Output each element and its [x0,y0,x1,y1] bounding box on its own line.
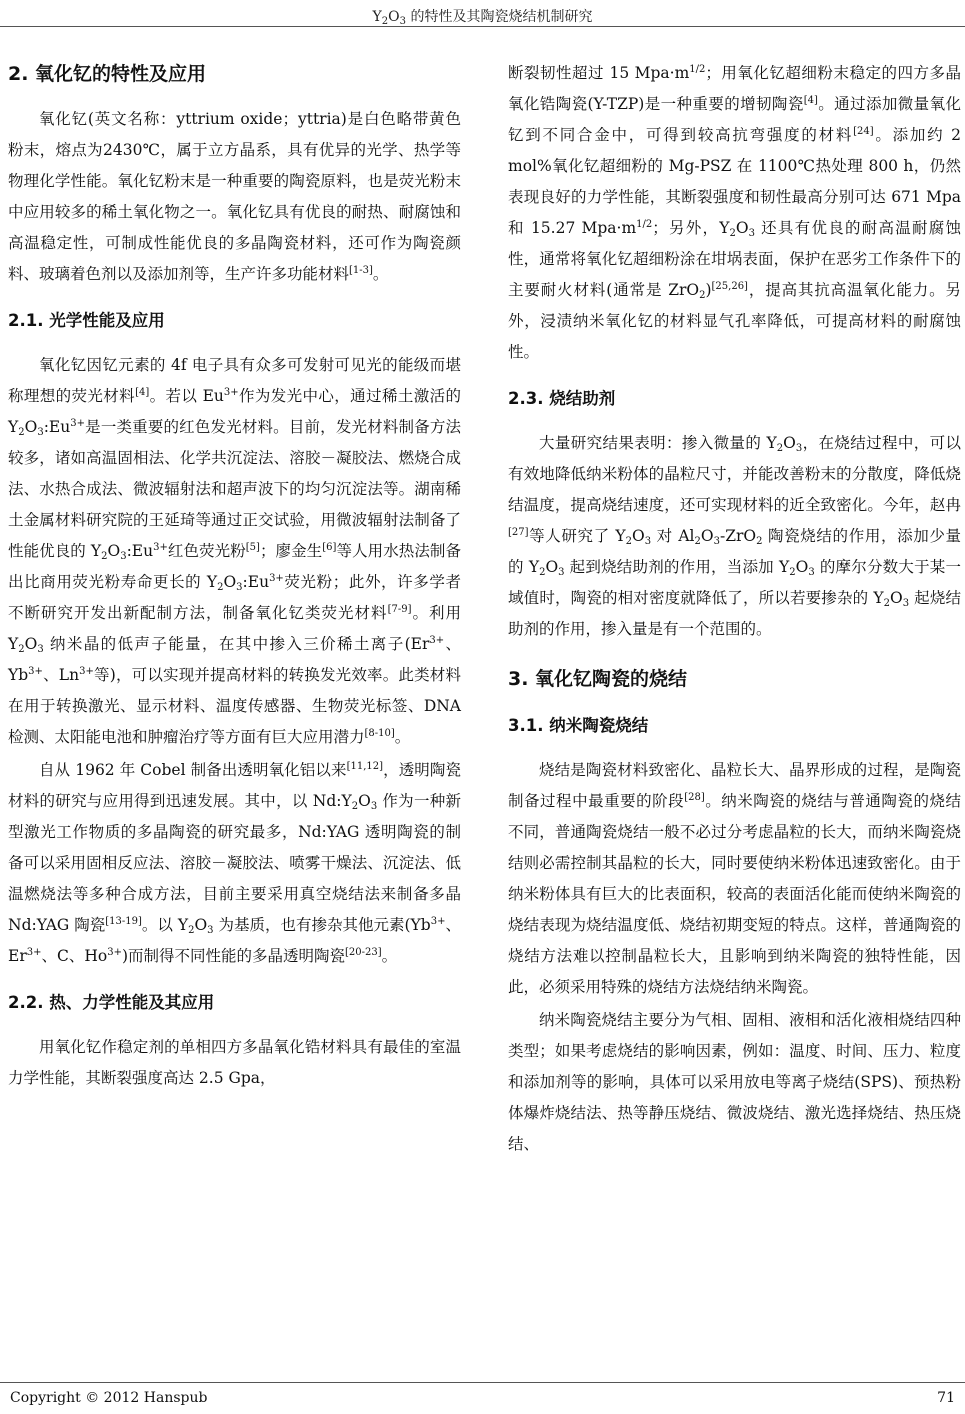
footer-page-number: 71 [937,1390,955,1406]
section-2-2-title: 2.2. 热、力学性能及其应用 [8,993,215,1012]
header-rule [0,26,965,27]
section-3-title: 3. 氧化钇陶瓷的烧结 [508,668,688,690]
running-header: $Y_2O_3$ 的特性及其陶瓷烧结机制研究 [372,9,593,27]
footer-copyright: Copyright © 2012 Hanspub [10,1390,208,1406]
right-column [508,58,961,1160]
paragraph-yttria-intro: 氧化钇(英文名称：yttrium oxide；yttria)是白色略带黄色粉末，熔点为2430℃，属于立方晶系，具有优异的光学、热学等物理化学性能。氧化钇粉末是一种重要的陶瓷原料，也是荧光粉末中应用较多的稀土氧化物之一。氧化钇具有优良的耐热、耐腐蚀和高温稳定性，可制成性能优良的多晶陶瓷材料，还可作为陶瓷颜料、玻璃着色剂以及添加剂等，生产许多功能材料[1-3]。 [8,110,461,283]
section-2-3-title: 2.3. 烧结助剂 [508,389,616,408]
paragraph-transparent-ceramics: 自从 1962 年 Cobel 制备出透明氧化铝以来[11,12]，透明陶瓷材料的研究与应用得到迅速发展。其中，以 $Nd:Y_2O_3$ 作为一种新型激光工作物质的多晶陶瓷的研究最多，Nd:YAG 透明陶瓷的制备可以采用固相反应法、溶胶－凝胶法、喷雾干燥法、沉淀法、低温燃烧法等多种合成方法，目前主要采用真空烧结法来制备多晶 Nd:YAG 陶瓷[13-19]。以 $Y_2O_3$ 为基质，也有掺杂其他元素($Yb^{3+}$、$Er^{3+}$、C、$Ho^{3+}$)而制得不同性能的多晶透明陶瓷[20-23]。 [8,761,461,965]
paragraph-nano-sintering: 烧结是陶瓷材料致密化、晶粒长大、晶界形成的过程，是陶瓷制备过程中最重要的阶段[28]。纳米陶瓷的烧结与普通陶瓷的烧结不同，普通陶瓷烧结一般不必过分考虑晶粒的长大，而纳米陶瓷烧结则必需控制其晶粒的长大，同时要使纳米粉体迅速致密化。由于纳米粉体具有巨大的比表面积，较高的表面活化能而使纳米陶瓷的烧结表现为烧结温度低、烧结初期变短的特点。这样，普通陶瓷的烧结方法难以控制晶粒长大，且影响到纳米陶瓷的独特性能，因此，必须采用特殊的烧结方法烧结纳米陶瓷。 [508,761,961,996]
paragraph-mechanical-part2: 断裂韧性超过 15 $Mpa\cdot m^{1/2}$；用氧化钇超细粉末稳定的四方多晶氧化锆陶瓷(Y-TZP)是一种重要的增韧陶瓷[4]。通过添加微量氧化钇到不同合金中，可得到较高抗弯强度的材料[24]。添加约 2 mol%氧化钇超细粉的 Mg-PSZ 在 1100℃热处理 800 h，仍然表现良好的力学性能，其断裂强度和韧性最高分别可达 671 Mpa 和 15.27 $Mpa\cdot m^{1/2}$；另外，$Y_2O_3$ 还具有优良的耐高温耐腐蚀性，通常将氧化钇超细粉涂在坩埚表面，保护在恶劣工作条件下的主要耐火材料(通常是 ZrO$_2$)[25,26]，提高其抗高温氧化能力。另外，浸渍纳米氧化钇的材料显气孔率降低，可提高材料的耐腐蚀性。 [508,64,961,361]
paragraph-sintering-types: 纳米陶瓷烧结主要分为气相、固相、液相和活化液相烧结四种类型；如果考虑烧结的影响因素，例如：温度、时间、压力、粒度和添加剂等的影响，具体可以采用放电等离子烧结(SPS)、预热粉体爆炸烧结法、热等静压烧结、微波烧结、激光选择烧结、热压烧结、 [508,1011,961,1153]
paragraph-optical: 氧化钇因钇元素的 4f 电子具有众多可发射可见光的能级而堪称理想的荧光材料[4]。若以 $Eu^{3+}$作为发光中心，通过稀土激活的 $Y_2O_3:Eu^{3+}$是一类重要的红色发光材料。目前，发光材料制备方法较多，诸如高温固相法、化学共沉淀法、溶胶－凝胶法、燃烧合成法、水热合成法、微波辐射法和超声波下的均匀沉淀法等。湖南稀土金属材料研究院的王延琦等通过正交试验，用微波辐射法制备了性能优良的 $Y_2O_3:Eu^{3+}$红色荧光粉[5]；廖金生[6]等人用水热法制备出比商用荧光粉寿命更长的 $Y_2O_3:Eu^{3+}$荧光粉；此外，许多学者不断研究开发出新配制方法，制备氧化钇类荧光材料[7-9]。利用 $Y_2O_3$ 纳米晶的低声子能量，在其中掺入三价稀土离子($Er^{3+}$、$Yb^{3+}$、$Ln^{3+}$等)，可以实现并提高材料的转换发光效率。此类材料在用于转换激光、显示材料、温度传感器、生物荧光标签、DNA 检测、太阳能电池和肿瘤治疗等方面有巨大应用潜力[8-10]。 [8,356,461,746]
section-2-1-title: 2.1. 光学性能及应用 [8,311,165,330]
section-3-1-title: 3.1. 纳米陶瓷烧结 [508,716,649,735]
paragraph-mechanical-part1: 用氧化钇作稳定剂的单相四方多晶氧化锆材料具有最佳的室温力学性能，其断裂强度高达 2.5 Gpa， [8,1038,461,1087]
section-2-title: 2. 氧化钇的特性及应用 [8,63,207,85]
left-column [8,56,461,1094]
footer-rule [0,1382,965,1383]
paragraph-sintering-aid: 大量研究结果表明：掺入微量的 $Y_2O_3$，在烧结过程中，可以有效地降低纳米粉体的晶粒尺寸，并能改善粉末的分散度，降低烧结温度，提高烧结速度，还可实现材料的近全致密化。今年，赵冉[27]等人研究了 $Y_2O_3$ 对 $Al_2O_3-ZrO_2$ 陶瓷烧结的作用，添加少量的 $Y_2O_3$ 起到烧结助剂的作用，当添加 $Y_2O_3$ 的摩尔分数大于某一域值时，陶瓷的相对密度就降低了，所以若要掺杂的 $Y_2O_3$ 起烧结助剂的作用，掺入量是有一个范围的。 [508,434,961,638]
